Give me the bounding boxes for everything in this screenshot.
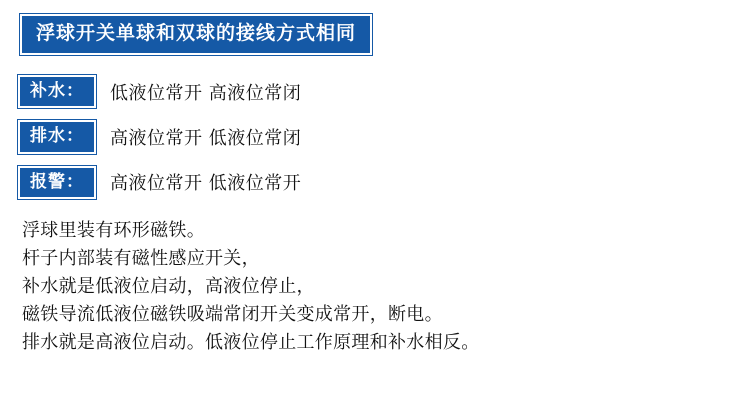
notes-block [0, 217, 744, 356]
mode-label-alarm: 报警： [18, 166, 96, 199]
note-line: 磁铁导流低液位磁铁吸端常闭开关变成常开，断电。 [22, 303, 443, 325]
mode-description-supply: 低液位常开 高液位常闭 [110, 82, 302, 104]
note-line: 浮球里装有环形磁铁。 [22, 220, 205, 242]
mode-description-drain: 高液位常开 低液位常闭 [110, 127, 302, 149]
mode-list [0, 75, 744, 199]
mode-row-alarm [18, 166, 744, 199]
note-line: 补水就是低液位启动，高液位停止， [22, 275, 315, 297]
mode-label-drain: 排水： [18, 120, 96, 153]
mode-row-supply [18, 75, 744, 108]
note-line: 杆子内部装有磁性感应开关， [22, 247, 260, 269]
note-line: 排水就是高液位启动。低液位停止工作原理和补水相反。 [22, 331, 480, 353]
mode-label-supply: 补水： [18, 75, 96, 108]
title-row [0, 0, 744, 55]
mode-description-alarm: 高液位常开 低液位常开 [110, 173, 302, 195]
mode-row-drain [18, 120, 744, 153]
page-title: 浮球开关单球和双球的接线方式相同 [20, 14, 372, 55]
